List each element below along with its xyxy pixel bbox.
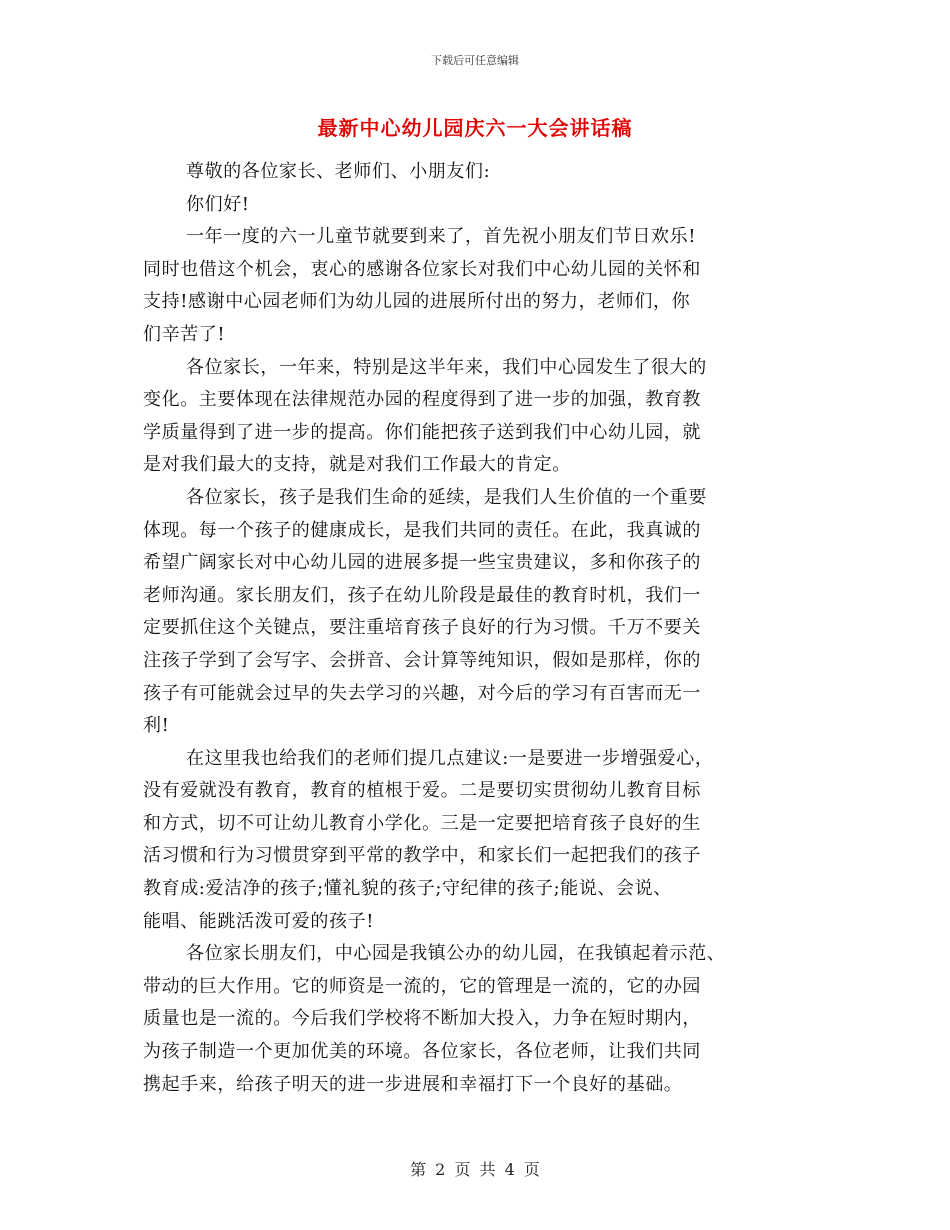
paragraph-line: 带动的巨大作用。它的师资是一流的，它的管理是一流的，它的办园	[143, 975, 701, 997]
paragraph-line: 利!	[143, 715, 170, 737]
paragraph-line: 老师沟通。家长朋友们，孩子在幼儿阶段是最佳的教育时机，我们一	[143, 584, 701, 606]
paragraph-line: 教育成:爱洁净的孩子;懂礼貌的孩子;守纪律的孩子;能说、会说、	[143, 878, 672, 900]
greeting-line: 你们好!	[186, 193, 250, 215]
paragraph-line: 支持!感谢中心园老师们为幼儿园的进展所付出的努力，老师们，你	[143, 291, 691, 313]
paragraph-line: 一年一度的六一儿童节就要到来了，首先祝小朋友们节日欢乐!	[186, 226, 697, 248]
paragraph-line: 同时也借这个机会，衷心的感谢各位家长对我们中心幼儿园的关怀和	[143, 258, 701, 280]
document-body	[143, 156, 803, 1101]
paragraph-line: 是对我们最大的支持，就是对我们工作最大的肯定。	[143, 454, 571, 476]
paragraph-line: 活习惯和行为习惯贯穿到平常的教学中，和家长们一起把我们的孩子	[143, 845, 701, 867]
paragraph-line: 体现。每一个孩子的健康成长，是我们共同的责任。在此，我真诚的	[143, 519, 701, 541]
paragraph-line: 们辛苦了!	[143, 323, 226, 345]
document-title: 最新中心幼儿园庆六一大会讲话稿	[317, 116, 633, 140]
paragraph-line: 携起手来，给孩子明天的进一步进展和幸福打下一个良好的基础。	[143, 1073, 683, 1095]
greeting-line: 尊敬的各位家长、老师们、小朋友们:	[186, 161, 491, 182]
paragraph-line: 定要抓住这个关键点，要注重培育孩子良好的行为习惯。千万不要关	[143, 617, 701, 639]
paragraph-line: 变化。主要体现在法律规范办园的程度得到了进一步的加强，教育教	[143, 389, 701, 411]
paragraph-line: 在这里我也给我们的老师们提几点建议:一是要进一步增强爱心，	[186, 747, 714, 769]
paragraph-line: 各位家长，孩子是我们生命的延续，是我们人生价值的一个重要	[186, 486, 707, 508]
paragraph-line: 能唱、能跳活泼可爱的孩子!	[143, 910, 375, 932]
paragraph-line: 各位家长朋友们，中心园是我镇公办的幼儿园，在我镇起着示范、	[186, 943, 726, 965]
paragraph-line: 孩子有可能就会过早的失去学习的兴趣，对今后的学习有百害而无一	[143, 682, 701, 704]
paragraph-line: 为孩子制造一个更加优美的环境。各位家长，各位老师，让我们共同	[143, 1041, 701, 1063]
paragraph-line: 学质量得到了进一步的提高。你们能把孩子送到我们中心幼儿园，就	[143, 421, 701, 443]
paragraph-line: 各位家长，一年来，特别是这半年来，我们中心园发生了很大的	[186, 356, 707, 378]
paragraph-line: 希望广阔家长对中心幼儿园的进展多提一些宝贵建议，多和你孩子的	[143, 552, 701, 574]
paragraph-line: 没有爱就没有教育，教育的植根于爱。二是要切实贯彻幼儿教育目标	[143, 780, 701, 802]
paragraph-line: 和方式，切不可让幼儿教育小学化。三是一定要把培育孩子良好的生	[143, 812, 701, 834]
page-header: 下载后可任意编辑	[431, 54, 519, 67]
paragraph-line: 注孩子学到了会写字、会拼音、会计算等纯知识，假如是那样，你的	[143, 649, 701, 671]
page-footer: 第 2 页 共 4 页	[410, 1160, 540, 1179]
paragraph-line: 质量也是一流的。今后我们学校将不断加大投入，力争在短时期内，	[143, 1008, 701, 1030]
